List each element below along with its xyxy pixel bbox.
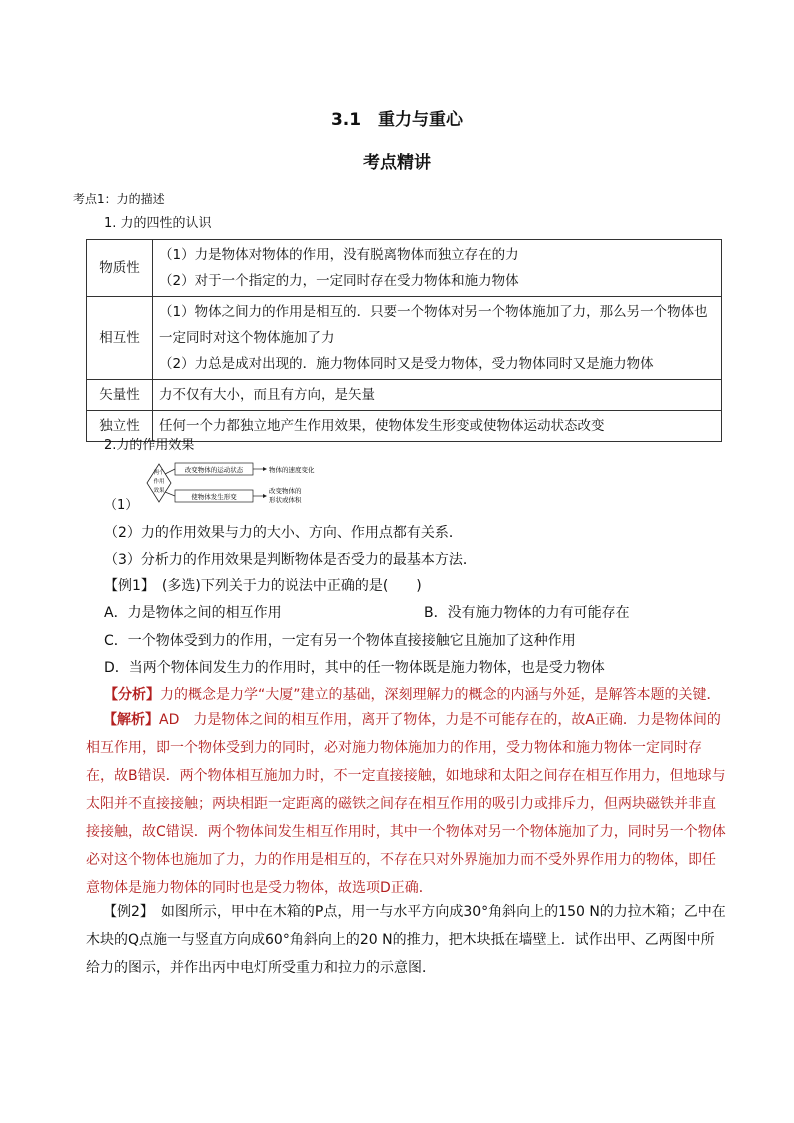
page-title: 3.1 重力与重心 bbox=[330, 110, 464, 130]
table-row bbox=[87, 297, 722, 380]
diagram-result-speed: 物体的速度变化 bbox=[269, 466, 315, 474]
example1-stem: 【例1】 (多选)下列关于力的说法中正确的是( ) bbox=[104, 578, 422, 594]
table-row bbox=[87, 380, 722, 411]
table-line: （1）力是物体对物体的作用，没有脱离物体而独立存在的力 bbox=[159, 247, 519, 263]
diagram-result-shape-line2: 形状或体积 bbox=[269, 496, 302, 504]
subheading-effects: 2.力的作用效果 bbox=[104, 438, 195, 453]
table-line: （1）物体之间力的作用是相互的．只要一个物体对另一个物体施加了力，那么另一个物体也一定同时对这个物体施加了力 bbox=[159, 304, 708, 346]
example2-text: 【例2】 如图所示，甲中在木箱的P点，用一与水平方向成30°角斜向上的150 N的力拉木箱；乙中在木块的Q点施一与竖直方向成60°角斜向上的20 N的推力，把木块抵在墙壁上．试作出甲、乙两图中所给力的图示，并作出丙中电灯所受重力和拉力的示意图． bbox=[86, 904, 726, 976]
analysis-text: 力的概念是力学“大厦”建立的基础，深刻理解力的概念的内涵与外延，是解答本题的关键． bbox=[160, 687, 721, 703]
example1-solution bbox=[86, 706, 726, 902]
effects-item-1: （1） bbox=[104, 498, 139, 513]
table-line: （2）对于一个指定的力，一定同时存在受力物体和施力物体 bbox=[159, 273, 519, 289]
table-line: （2）力总是成对出现的．施力物体同时又是受力物体，受力物体同时又是施力物体 bbox=[159, 356, 654, 372]
diagram-center-line: 效果 bbox=[153, 488, 165, 494]
effects-item-2: （2）力的作用效果与力的大小、方向、作用点都有关系． bbox=[104, 525, 463, 541]
table-key: 相互性 bbox=[87, 297, 153, 380]
table-value: 任何一个力都独立地产生作用效果，使物体发生形变或使物体运动状态改变 bbox=[153, 411, 722, 442]
table-key: 独立性 bbox=[87, 411, 153, 442]
force-properties-table bbox=[86, 239, 722, 442]
analysis-tag: 【分析】 bbox=[104, 687, 160, 703]
section-subtitle: 考点精讲 bbox=[363, 153, 431, 173]
table-value bbox=[153, 240, 722, 297]
example1-option-d: D．当两个物体间发生力的作用时，其中的任一物体既是施力物体，也是受力物体 bbox=[104, 660, 605, 676]
solution-text: AD 力是物体之间的相互作用，离开了物体，力是不可能存在的，故A正确．力是物体间的相互作用，即一个物体受到力的同时，必对施力物体施加力的作用，受力物体和施力物体一定同时存在，故B错误．两个物体相互施加力时，不一定直接接触，如地球和太阳之间存在相互作用力，但地球与太阳并不直接接触；两块相距一定距离的磁铁之间存在相互作用的吸引力或排斥力，但两块磁铁并非直接接触，故C错误．两个物体间发生相互作用时，其中一个物体对另一个物体施加了力，同时另一个物体必对这个物体也施加了力，力的作用是相互的，不存在只对外界施加力而不受外界作用力的物体，即任意物体是施力物体的同时也是受力物体，故选项D正确． bbox=[86, 712, 726, 896]
example1-analysis bbox=[104, 684, 721, 704]
diagram-center-line: 作用 bbox=[153, 479, 165, 485]
table-key: 物质性 bbox=[87, 240, 153, 297]
force-effects-diagram bbox=[145, 460, 345, 506]
example1-option-c: C．一个物体受到力的作用，一定有另一个物体直接接触它且施加了这种作用 bbox=[104, 633, 576, 649]
diagram-result-shape-line1: 改变物体的 bbox=[269, 487, 302, 495]
table-key: 矢量性 bbox=[87, 380, 153, 411]
table-value: 力不仅有大小，而且有方向，是矢量 bbox=[153, 380, 722, 411]
example1-option-a: A．力是物体之间的相互作用 bbox=[104, 605, 282, 621]
topic-heading: 考点1：力的描述 bbox=[73, 192, 165, 206]
table-row bbox=[87, 240, 722, 297]
example1-option-b: B．没有施力物体的力有可能存在 bbox=[424, 605, 630, 621]
table-value bbox=[153, 297, 722, 380]
diagram-center-line: 两个 bbox=[153, 470, 165, 476]
effects-item-3: （3）分析力的作用效果是判断物体是否受力的最基本方法． bbox=[104, 552, 477, 568]
diagram-box-motion: 改变物体的运动状态 bbox=[184, 466, 244, 474]
subheading-four-properties: 1. 力的四性的认识 bbox=[104, 216, 212, 231]
diagram-box-deform: 使物体发生形变 bbox=[191, 493, 237, 501]
solution-tag: 【解析】 bbox=[103, 712, 159, 728]
